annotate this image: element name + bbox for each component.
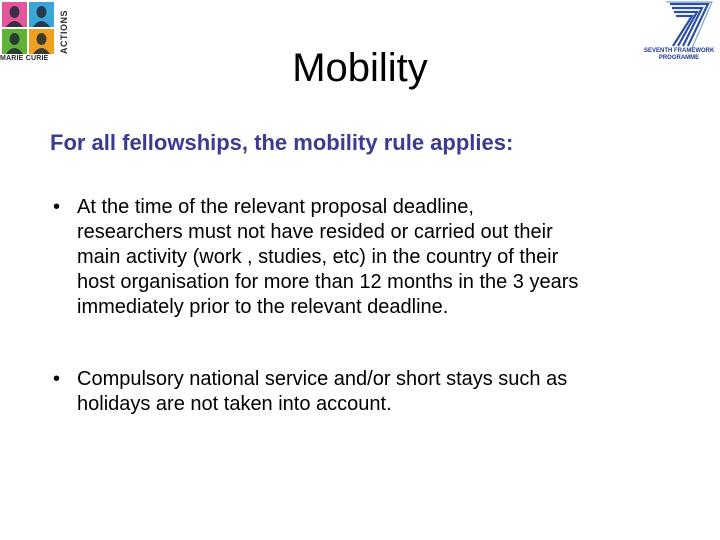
bullet-item bbox=[53, 367, 693, 417]
bullet-line: main activity (work , studies, etc) in the country of their bbox=[77, 246, 559, 268]
bullet-list bbox=[53, 195, 693, 417]
fp7-seven-icon bbox=[636, 0, 716, 50]
slide-subtitle: For all fellowships, the mobility rule applies: bbox=[50, 130, 514, 155]
bullet-line: Compulsory national service and/or short stays such as bbox=[77, 368, 568, 390]
bullet-line: holidays are not taken into account. bbox=[77, 393, 392, 415]
bullet-line: At the time of the relevant proposal deadline, bbox=[77, 196, 474, 218]
bullet-item bbox=[53, 195, 693, 320]
bullet-icon: • bbox=[53, 368, 61, 390]
marie-curie-caption: MARIE CURIE bbox=[0, 55, 49, 62]
bullet-line: host organisation for more than 12 months in the 3 years bbox=[77, 271, 579, 293]
fp7-caption-line2: PROGRAMME bbox=[658, 55, 700, 61]
slide-title: Mobility bbox=[292, 46, 428, 90]
bullet-line: immediately prior to the relevant deadline. bbox=[77, 296, 449, 318]
actions-label: ACTIONS bbox=[59, 10, 69, 54]
bullet-icon: • bbox=[53, 196, 61, 218]
fp7-caption-line1: SEVENTH FRAMEWORK bbox=[644, 48, 715, 54]
bullet-line: researchers must not have resided or carried out their bbox=[77, 221, 553, 243]
